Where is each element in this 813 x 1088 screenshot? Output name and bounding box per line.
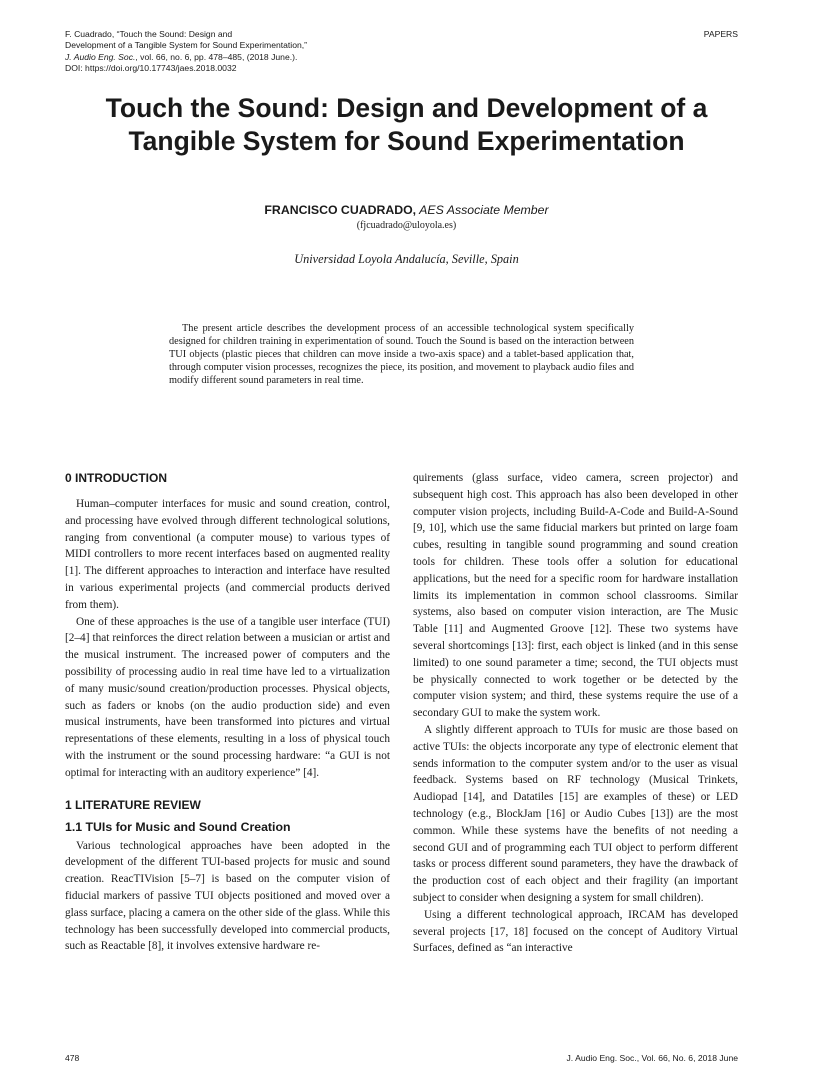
column-left xyxy=(65,470,390,955)
citation-line-2: Development of a Tangible System for Sound Experimentation,” xyxy=(65,40,308,51)
paragraph: A slightly different approach to TUIs for music are those based on active TUIs: the objects incorporate any type of electronic element that sends information to the computer system and/or to the user as visual feedback. Systems based on RF technology (Musical Trinkets, Audiopad [14], and Datatiles [15] are examples of these) or LED technology (e.g., BlockJam [16] or Audio Cubes [13]) are the most common. While these systems have the benefits of not needing a second GUI and of programming each TUI object to perform different tasks or process different sound parameters, they have the drawback of the production cost of each object and their fragility (an important subject to consider when designing a system for small children). xyxy=(413,723,738,904)
paragraph: Various technological approaches have been adopted in the development of the different TUI-based projects for music and sound creation. ReacTIVision [5–7] is based on the computer vision of fiducial markers of passive TUI objects positioned and moved over a glass surface, placing a camera on the other side of the glass. While this technology has been successfully developed into commercial products, such as Reactable [8], it involves extensive hardware re- xyxy=(65,839,390,953)
author-membership: AES Associate Member xyxy=(419,203,549,217)
section-heading-literature-review: 1 LITERATURE REVIEW xyxy=(65,797,201,812)
footer-journal-ref: J. Audio Eng. Soc., Vol. 66, No. 6, 2018 June xyxy=(566,1053,738,1063)
abstract: The present article describes the development process of an accessible technological system specifically designed for children training in experimentation of sound. Touch the Sound is based on the interaction between TUI objects (plastic pieces that children can move inside a two-axis space) and a tablet-based application that, through computer vision processes, recognizes the piece, its position, and movement to playback audio files and modify different sound parameters in real time. xyxy=(169,323,634,387)
section-heading-introduction: 0 INTRODUCTION xyxy=(65,471,167,485)
paper-title: Touch the Sound: Design and Development of a Tangible System for Sound Experimentation xyxy=(105,93,708,156)
citation-journal: J. Audio Eng. Soc. xyxy=(65,51,136,62)
paragraph: quirements (glass surface, video camera, screen projector) and subsequent high cost. This approach has also been developed in other computer vision projects, including Build-A-Code and Build-A-Sound [9, 10], which use the same fiducial markers but printed on large foam cubes, resulting in tangible sound programming and sound creation tools for children. These tools offer a solution for educational applications, but the need for a specific room for hardware installation limits its implementation in common school classrooms. Similar systems, also based on computer vision interaction, are The Music Table [11] and Augmented Groove [12]. These two systems have several shortcomings [13]: first, each object is linked (and in this sense limited) to one sound parameter a time; second, the TUI objects must be physically connected to work together or be detected by the computer vision system; and third, these systems require the use of a secondary GUI to make the system work. xyxy=(413,472,738,720)
citation-line-1: F. Cuadrado, “Touch the Sound: Design and xyxy=(65,29,233,39)
citation-block xyxy=(65,29,395,74)
paragraph: Human–computer interfaces for music and sound creation, control, and processing have evolved through different technological solutions, ranging from conventional (a computer mouse) to various types of MIDI controllers to more recent interfaces based on augmented reality [1]. The different approaches to interaction and interface have resulted in various experimental projects (and commercial products derived from them). xyxy=(65,498,390,611)
page-number: 478 xyxy=(65,1053,80,1063)
author-line xyxy=(0,203,813,218)
author-email[interactable]: (fjcuadrado@uloyola.es) xyxy=(356,220,457,231)
paragraph: Using a different technological approach, IRCAM has developed several projects [17, 18] focused on the concept of Auditory Virtual Surfaces, defined as “an interactive xyxy=(413,908,738,955)
subsection-heading-tuis: 1.1 TUIs for Music and Sound Creation xyxy=(65,819,291,834)
doi-link[interactable]: DOI: https://doi.org/10.17743/jaes.2018.0032 xyxy=(65,62,237,73)
citation-line-3 xyxy=(65,52,395,63)
column-right xyxy=(413,470,738,957)
author-affiliation: Universidad Loyola Andalucía, Seville, Spain xyxy=(294,252,519,266)
author-name: FRANCISCO CUADRADO, xyxy=(264,203,417,217)
citation-volume: , vol. 66, no. 6, pp. 478–485, (2018 June.). xyxy=(135,51,298,62)
paragraph: One of these approaches is the use of a tangible user interface (TUI) [2–4] that reinforces the direct relation between a musician or artist and the musical instrument. The increased power of computers and the possibility of processing audio in real time have led to a virtualization of many music/sound creation/production processes. Physical objects, such as faders or knobs (on the audio production side) and even musical instruments, have been transformed into pictures and virtual representations of these elements, resulting in a loss of physical touch with the instrument or the sound processing hardware: “a GUI is not optimal for interacting with an auditory experience” [4]. xyxy=(65,615,390,779)
section-tag: PAPERS xyxy=(703,29,738,39)
